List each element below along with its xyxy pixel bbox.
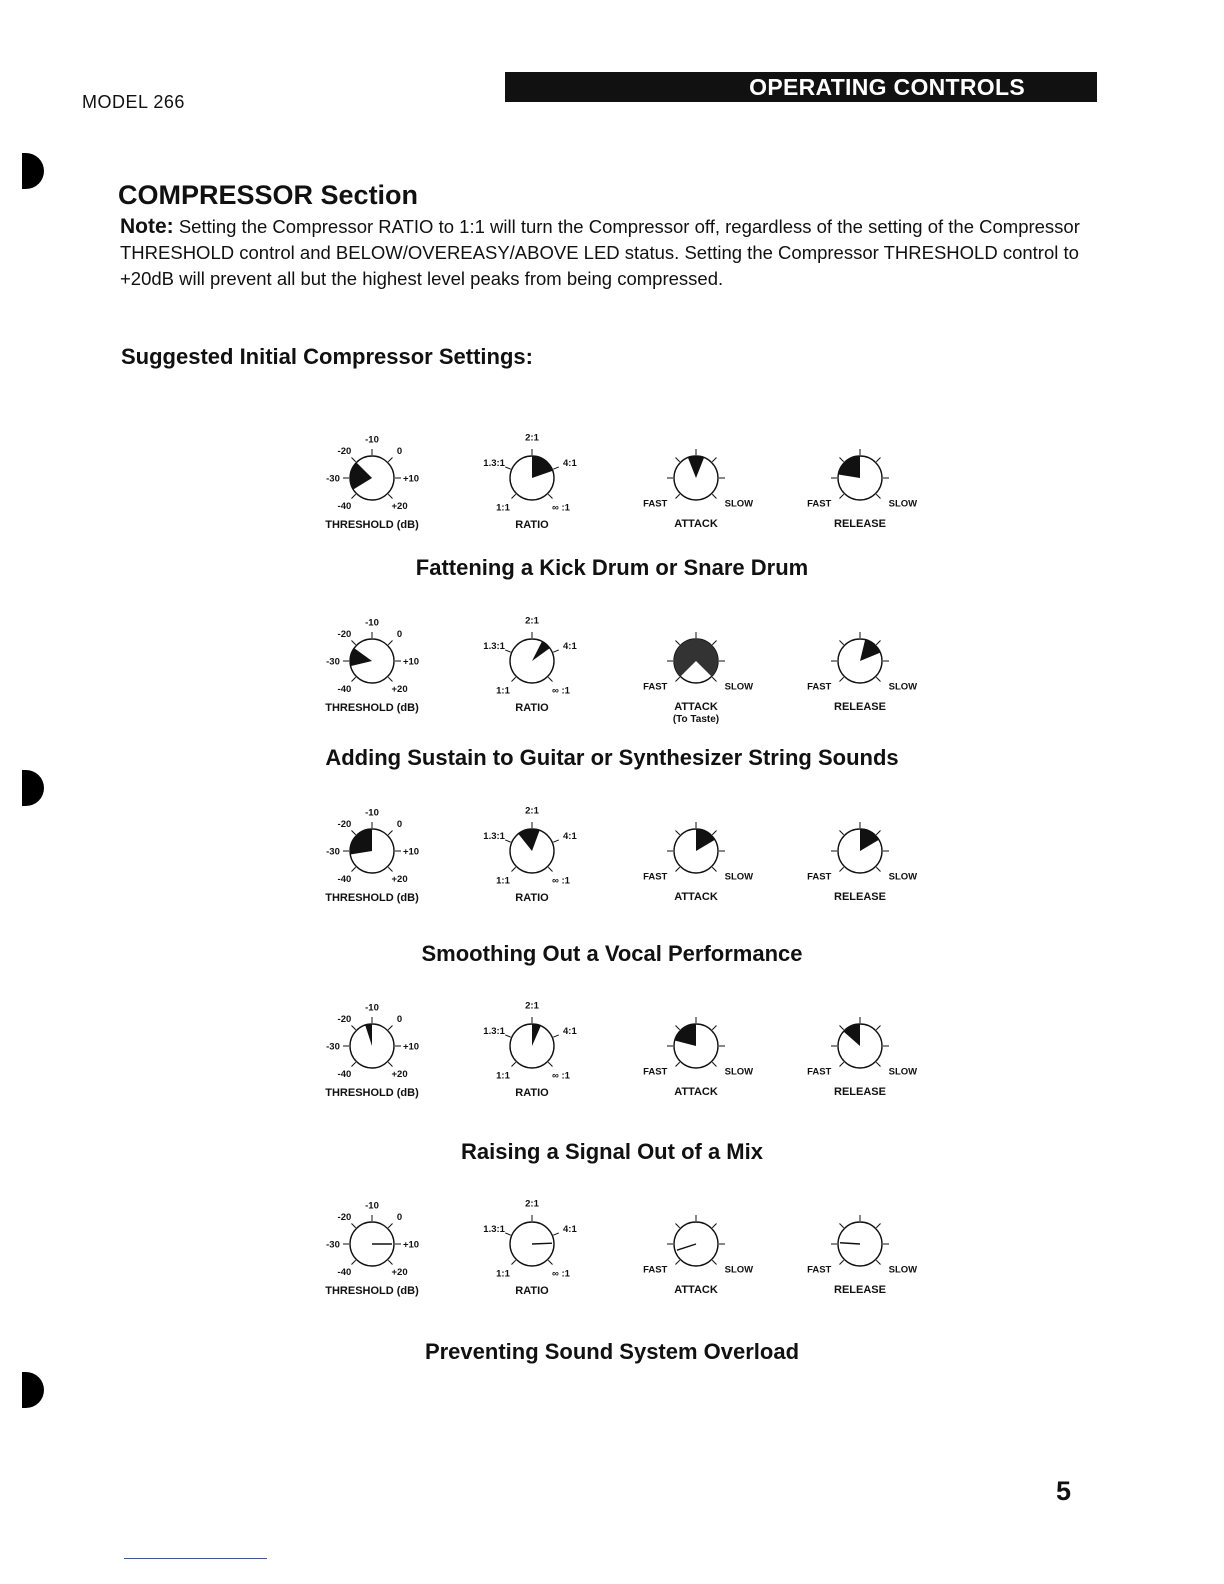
threshold-tick-label: -40 — [337, 684, 352, 696]
threshold-tick-label: -20 — [337, 818, 352, 830]
note-paragraph — [120, 214, 1090, 292]
ratio-tick-label: 2:1 — [525, 805, 539, 817]
threshold-tick-label: -10 — [365, 1002, 379, 1014]
threshold-title: THRESHOLD (dB) — [325, 1285, 419, 1297]
margin-bullet — [22, 153, 44, 189]
attack-knob — [643, 632, 753, 725]
release-tick — [839, 1260, 843, 1264]
ratio-tick — [548, 1062, 552, 1066]
ratio-knob — [483, 433, 577, 532]
attack-knob — [643, 1215, 753, 1296]
threshold-tick-label: -20 — [337, 1013, 352, 1025]
ratio-tick-label: 4:1 — [563, 830, 577, 842]
ratio-tick — [553, 650, 559, 652]
threshold-tick-label: -30 — [326, 1239, 340, 1251]
note-label: Note: — [120, 215, 174, 238]
header-bar — [505, 72, 1097, 102]
ratio-title: RATIO — [515, 519, 549, 531]
release-tick — [876, 457, 880, 461]
threshold-tick-label: 0 — [396, 818, 403, 830]
threshold-tick-label: -20 — [337, 1211, 352, 1223]
attack-tick — [712, 1062, 716, 1066]
attack-slow-label: SLOW — [724, 1066, 754, 1078]
attack-note: (To Taste) — [672, 714, 720, 725]
release-slow-label: SLOW — [888, 681, 918, 693]
ratio-tick-label: ∞ :1 — [552, 1268, 570, 1280]
attack-tick — [675, 677, 679, 681]
model-label: MODEL 266 — [82, 92, 185, 112]
threshold-tick-label: -40 — [337, 1267, 352, 1279]
threshold-tick — [388, 1260, 392, 1264]
threshold-tick — [388, 830, 392, 834]
attack-title: ATTACK — [674, 1284, 718, 1296]
threshold-title: THRESHOLD (dB) — [325, 1087, 419, 1099]
threshold-tick — [388, 1223, 392, 1227]
ratio-tick — [505, 1233, 511, 1235]
threshold-tick — [351, 457, 355, 461]
release-tick — [839, 830, 843, 834]
setting-caption: Preventing Sound System Overload — [424, 1339, 800, 1364]
threshold-tick-label: +20 — [391, 501, 408, 513]
release-knob — [807, 449, 917, 530]
threshold-tick — [388, 1025, 392, 1029]
attack-tick — [712, 494, 716, 498]
ratio-title: RATIO — [515, 1285, 549, 1297]
release-tick — [839, 677, 843, 681]
ratio-knob — [483, 1199, 577, 1298]
setting-caption: Fattening a Kick Drum or Snare Drum — [415, 555, 809, 580]
threshold-tick-label: +10 — [402, 1041, 420, 1053]
attack-tick — [675, 494, 679, 498]
ratio-tick — [505, 840, 511, 842]
attack-title: ATTACK — [674, 518, 718, 530]
ratio-tick-label: 1.3:1 — [483, 1223, 505, 1235]
release-fast-label: FAST — [807, 1264, 832, 1276]
release-tick — [839, 867, 843, 871]
ratio-tick — [511, 1260, 515, 1264]
attack-knob — [643, 822, 753, 903]
attack-title: ATTACK — [674, 891, 718, 903]
knob-row-svg — [300, 990, 940, 1150]
ratio-title: RATIO — [515, 702, 549, 714]
ratio-tick-label: 1.3:1 — [483, 640, 505, 652]
threshold-tick — [388, 494, 392, 498]
threshold-tick-label: -10 — [365, 617, 379, 629]
threshold-tick-label: +20 — [391, 684, 408, 696]
release-title: RELEASE — [834, 1284, 886, 1296]
ratio-tick-label: 1.3:1 — [483, 457, 505, 469]
threshold-tick — [351, 1062, 355, 1066]
threshold-tick-label: -30 — [326, 473, 340, 485]
attack-tick — [712, 1025, 716, 1029]
header-bar-title: OPERATING CONTROLS — [749, 74, 1025, 100]
ratio-tick-label: 1:1 — [496, 875, 510, 887]
ratio-title: RATIO — [515, 1087, 549, 1099]
ratio-title: RATIO — [515, 892, 549, 904]
setting-caption: Adding Sustain to Guitar or Synthesizer String Sounds — [325, 745, 899, 770]
knob-row-svg — [300, 1188, 940, 1348]
knob-row-svg — [300, 605, 940, 765]
threshold-tick-label: +20 — [391, 1069, 408, 1081]
release-fast-label: FAST — [807, 681, 832, 693]
attack-tick — [712, 867, 716, 871]
ratio-tick — [553, 840, 559, 842]
setting-caption: Raising a Signal Out of a Mix — [461, 1139, 763, 1164]
ratio-tick — [505, 467, 511, 469]
threshold-tick — [351, 867, 355, 871]
attack-tick — [675, 1260, 679, 1264]
release-fast-label: FAST — [807, 1066, 832, 1078]
threshold-knob — [325, 1003, 419, 1100]
margin-bullet — [22, 1372, 44, 1408]
release-fast-label: FAST — [807, 871, 832, 883]
threshold-tick-label: 0 — [396, 1013, 403, 1025]
release-knob — [807, 632, 917, 713]
attack-tick — [712, 1260, 716, 1264]
knob-row-svg — [300, 795, 940, 955]
attack-tick — [712, 457, 716, 461]
threshold-tick-label: -40 — [337, 1069, 352, 1081]
threshold-knob — [325, 808, 419, 905]
attack-tick — [675, 457, 679, 461]
margin-bullet — [22, 770, 44, 806]
threshold-tick-label: -30 — [326, 656, 340, 668]
attack-tick — [675, 867, 679, 871]
release-knob — [807, 1017, 917, 1098]
attack-tick — [712, 830, 716, 834]
threshold-tick — [351, 677, 355, 681]
ratio-tick-label: 4:1 — [563, 1223, 577, 1235]
threshold-tick-label: -10 — [365, 807, 379, 819]
ratio-tick-label: ∞ :1 — [552, 875, 570, 887]
release-knob — [807, 1215, 917, 1296]
attack-fast-label: FAST — [643, 681, 668, 693]
knob-row — [300, 605, 940, 765]
attack-slow-label: SLOW — [724, 681, 754, 693]
attack-fast-label: FAST — [643, 1066, 668, 1078]
release-tick — [876, 830, 880, 834]
release-slow-label: SLOW — [888, 1066, 918, 1078]
threshold-tick — [351, 830, 355, 834]
knob-row — [300, 1188, 940, 1348]
threshold-title: THRESHOLD (dB) — [325, 702, 419, 714]
attack-slow-label: SLOW — [724, 871, 754, 883]
threshold-tick-label: +10 — [402, 656, 420, 668]
ratio-tick-label: ∞ :1 — [552, 502, 570, 514]
ratio-tick — [548, 494, 552, 498]
ratio-tick-label: 2:1 — [525, 615, 539, 627]
attack-fast-label: FAST — [643, 871, 668, 883]
release-slow-label: SLOW — [888, 871, 918, 883]
release-tick — [876, 867, 880, 871]
threshold-tick — [388, 457, 392, 461]
threshold-tick-label: 0 — [396, 1211, 403, 1223]
threshold-tick-label: +10 — [402, 473, 420, 485]
release-fast-label: FAST — [807, 498, 832, 510]
attack-knob — [643, 1017, 753, 1098]
threshold-tick — [351, 494, 355, 498]
ratio-tick-label: 4:1 — [563, 640, 577, 652]
knob-row — [300, 795, 940, 955]
ratio-tick-label: 1:1 — [496, 685, 510, 697]
attack-slow-label: SLOW — [724, 1264, 754, 1276]
ratio-knob — [483, 806, 577, 905]
ratio-tick-label: 1:1 — [496, 502, 510, 514]
release-tick — [839, 1025, 843, 1029]
ratio-tick — [548, 867, 552, 871]
ratio-tick-label: 1:1 — [496, 1070, 510, 1082]
threshold-tick — [388, 640, 392, 644]
ratio-tick — [548, 1260, 552, 1264]
threshold-tick-label: -20 — [337, 628, 352, 640]
ratio-tick — [548, 677, 552, 681]
page-number: 5 — [1056, 1476, 1072, 1506]
threshold-tick — [388, 677, 392, 681]
release-tick — [876, 494, 880, 498]
note-text: Setting the Compressor RATIO to 1:1 will turn the Compressor off, regardless of the setting of the Compressor THRESHOLD control and BELOW/OVEREASY/ABOVE LED status. Setting the Compressor THRESHOLD control to +20dB will prevent all but the highest level peaks from being compressed. — [120, 216, 1080, 289]
release-tick — [876, 677, 880, 681]
release-slow-label: SLOW — [888, 1264, 918, 1276]
threshold-tick-label: -20 — [337, 445, 352, 457]
threshold-knob — [325, 435, 419, 532]
ratio-knob-pointer — [532, 1243, 552, 1244]
threshold-title: THRESHOLD (dB) — [325, 892, 419, 904]
threshold-tick — [388, 1062, 392, 1066]
attack-tick — [675, 1223, 679, 1227]
release-title: RELEASE — [834, 701, 886, 713]
attack-title: ATTACK — [674, 1086, 718, 1098]
release-tick — [839, 494, 843, 498]
setting-caption: Smoothing Out a Vocal Performance — [421, 941, 803, 966]
attack-title: ATTACK — [674, 701, 718, 713]
ratio-tick-label: 4:1 — [563, 1025, 577, 1037]
threshold-tick-label: -30 — [326, 846, 340, 858]
threshold-tick-label: +10 — [402, 1239, 420, 1251]
threshold-tick-label: -30 — [326, 1041, 340, 1053]
ratio-tick — [553, 1233, 559, 1235]
threshold-tick — [351, 1260, 355, 1264]
attack-slow-label: SLOW — [724, 498, 754, 510]
threshold-tick-label: +10 — [402, 846, 420, 858]
ratio-tick — [511, 494, 515, 498]
release-tick — [876, 640, 880, 644]
threshold-tick — [351, 1223, 355, 1227]
release-tick — [839, 457, 843, 461]
suggested-settings-heading: Suggested Initial Compressor Settings: — [121, 344, 533, 369]
threshold-tick — [388, 867, 392, 871]
release-tick — [876, 1260, 880, 1264]
attack-tick — [675, 1062, 679, 1066]
release-tick — [839, 1062, 843, 1066]
ratio-tick-label: 1.3:1 — [483, 830, 505, 842]
threshold-knob — [325, 1201, 419, 1298]
attack-fast-label: FAST — [643, 498, 668, 510]
release-title: RELEASE — [834, 518, 886, 530]
release-tick — [876, 1223, 880, 1227]
threshold-tick-label: +20 — [391, 1267, 408, 1279]
release-title: RELEASE — [834, 1086, 886, 1098]
release-slow-label: SLOW — [888, 498, 918, 510]
attack-knob — [643, 449, 753, 530]
ratio-tick-label: 2:1 — [525, 432, 539, 444]
ratio-knob — [483, 616, 577, 715]
ratio-tick — [553, 467, 559, 469]
threshold-tick-label: -40 — [337, 501, 352, 513]
attack-fast-label: FAST — [643, 1264, 668, 1276]
attack-tick — [675, 640, 679, 644]
threshold-tick-label: -10 — [365, 1200, 379, 1212]
ratio-tick-label: 2:1 — [525, 1198, 539, 1210]
threshold-tick-label: 0 — [396, 445, 403, 457]
threshold-tick-label: +20 — [391, 874, 408, 886]
section-title: COMPRESSOR Section — [118, 180, 419, 210]
ratio-tick — [511, 677, 515, 681]
threshold-tick — [351, 1025, 355, 1029]
ratio-knob — [483, 1001, 577, 1100]
ratio-tick-label: 4:1 — [563, 457, 577, 469]
release-knob — [807, 822, 917, 903]
threshold-tick-label: -10 — [365, 434, 379, 446]
attack-tick — [712, 640, 716, 644]
ratio-tick-label: ∞ :1 — [552, 685, 570, 697]
ratio-tick-label: ∞ :1 — [552, 1070, 570, 1082]
threshold-tick-label: -40 — [337, 874, 352, 886]
ratio-tick — [511, 867, 515, 871]
ratio-tick — [511, 1062, 515, 1066]
ratio-tick-label: 1:1 — [496, 1268, 510, 1280]
release-tick — [876, 1062, 880, 1066]
ratio-tick — [505, 650, 511, 652]
threshold-knob — [325, 618, 419, 715]
ratio-tick — [505, 1035, 511, 1037]
release-tick — [839, 640, 843, 644]
attack-tick — [712, 1223, 716, 1227]
footer-rule — [124, 1558, 267, 1559]
ratio-tick — [553, 1035, 559, 1037]
threshold-tick — [351, 640, 355, 644]
ratio-tick-label: 2:1 — [525, 1000, 539, 1012]
threshold-title: THRESHOLD (dB) — [325, 519, 419, 531]
release-title: RELEASE — [834, 891, 886, 903]
release-tick — [876, 1025, 880, 1029]
release-tick — [839, 1223, 843, 1227]
attack-tick — [712, 677, 716, 681]
ratio-tick-label: 1.3:1 — [483, 1025, 505, 1037]
knob-row — [300, 990, 940, 1150]
attack-tick — [675, 1025, 679, 1029]
attack-tick — [675, 830, 679, 834]
threshold-tick-label: 0 — [396, 628, 403, 640]
